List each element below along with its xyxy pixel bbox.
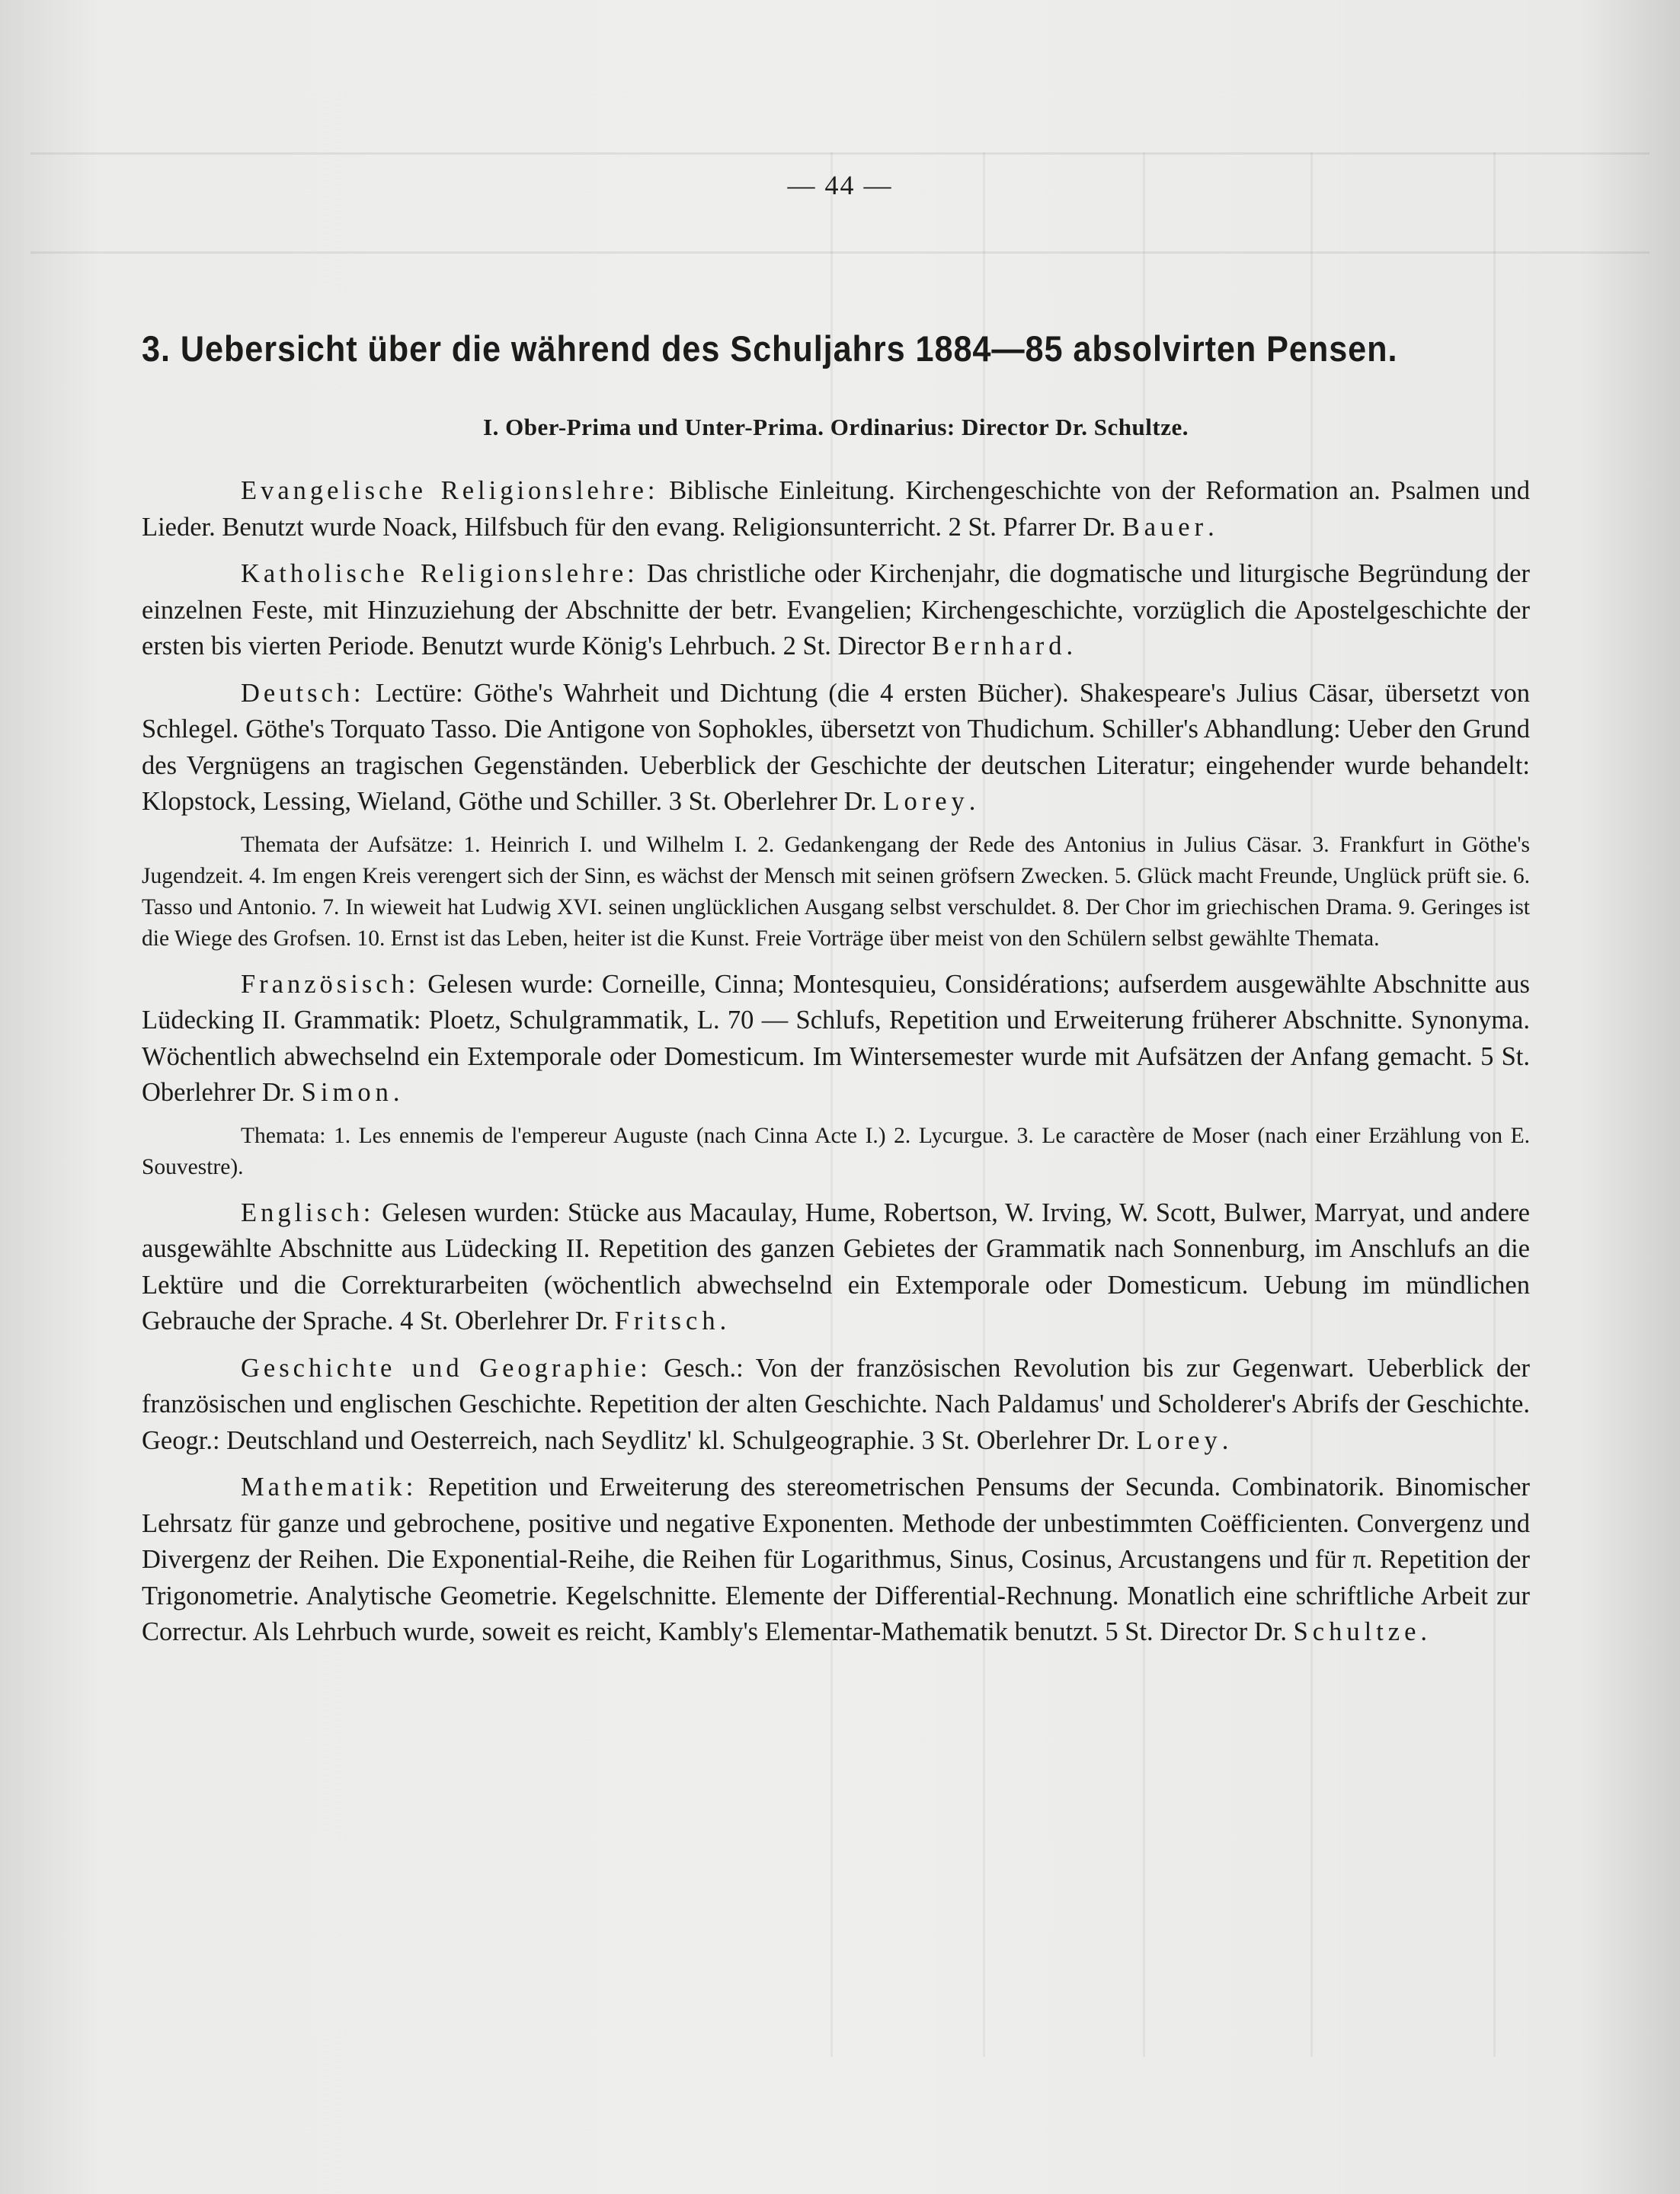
paragraph-text: Gesch.: Von der französischen Revolution bis zur Gegenwart. Ueberblick der französischen und englischen Geschichte. Repetition der alten Geschichte. Nach Paldamus' und Scholderer's Abrifs der Geschichte. Geogr.: Deutschland und Oesterreich, nach Seydlitz' kl. Schulgeographie. 3 St. Oberlehrer Dr. bbox=[142, 1353, 1530, 1455]
show-through-rule bbox=[30, 152, 1650, 155]
subject-label: Französisch: bbox=[241, 969, 420, 999]
section-title: 3. Uebersicht über die während des Schuljahrs 1884—85 absolvirten Pensen. bbox=[142, 328, 1398, 369]
subject-label: Katholische Religionslehre: bbox=[241, 559, 638, 588]
subject-label: Englisch: bbox=[241, 1198, 375, 1227]
sentence-end: . bbox=[1420, 1617, 1428, 1646]
paragraph-text: Gelesen wurden: Stücke aus Macaulay, Hume, Robertson, W. Irving, W. Scott, Bulwer, Marryat, und andere ausgewählte Abschnitte aus Lüdecking II. Repetition des ganzen Gebietes der Grammatik nach Sonnenburg, im Anschlufs an die Lektüre und die Correkturarbeiten (wöchentlich abwechselnd ein Extemporale oder Domesticum. Uebung im mündlichen Gebrauche der Sprache. 4 St. Oberlehrer Dr. bbox=[142, 1198, 1530, 1335]
paragraph-mathematik bbox=[142, 1470, 1530, 1651]
paragraph-religion-katholisch bbox=[142, 556, 1530, 665]
class-heading: I. Ober-Prima und Unter-Prima. Ordinarius: Director Dr. Schultze. bbox=[483, 414, 1189, 440]
teacher-name: Lorey bbox=[1136, 1425, 1222, 1455]
paragraph-text: Biblische Einleitung. Kirchengeschichte von der Reformation an. Psalmen und Lieder. Benutzt wurde Noack, Hilfsbuch für den evang. Religionsunterricht. 2 St. Pfarrer Dr. bbox=[142, 476, 1530, 542]
show-through-rule bbox=[30, 251, 1650, 254]
page-number: — 44 — bbox=[787, 170, 893, 200]
sentence-end: . bbox=[968, 787, 976, 816]
paragraph-text: Gelesen wurde: Corneille, Cinna; Montesquieu, Considérations; aufserdem ausgewählte Abschnitte aus Lüdecking II. Grammatik: Ploetz, Schulgrammatik, L. 70 — Schlufs, Repetition und Erweiterung früherer Abschnitte. Synonyma. Wöchentlich abwechselnd ein Extemporale oder Domesticum. Im Wintersemester wurde mit Aufsätzen der Anfang gemacht. 5 St. Oberlehrer Dr. bbox=[142, 969, 1530, 1107]
paragraph-geschichte bbox=[142, 1351, 1530, 1460]
teacher-name: Lorey bbox=[883, 787, 969, 816]
teacher-name: Simon bbox=[301, 1078, 393, 1107]
deutsch-themata: Themata der Aufsätze: 1. Heinrich I. und Wilhelm I. 2. Gedankengang der Rede des Antonius in Julius Cäsar. 3. Frankfurt in Göthe's Jugendzeit. 4. Im engen Kreis verengert sich der Sinn, es wächst der Mensch mit seinen gröfsern Zwecken. 5. Glück macht Freunde, Unglück prüft sie. 6. Tasso und Antonio. 7. In wieweit hat Ludwig XVI. seinen unglücklichen Ausgang selbst verschuldet. 8. Der Chor im griechischen Drama. 9. Geringes ist die Wiege des Grofsen. 10. Ernst ist das Leben, heiter ist die Kunst. Freie Vorträge über meist von den Schülern selbst gewählte Themata. bbox=[142, 832, 1530, 951]
subject-label: Mathematik: bbox=[241, 1473, 418, 1502]
sentence-end: . bbox=[1066, 632, 1074, 660]
sentence-end: . bbox=[1221, 1425, 1229, 1455]
paragraph-franzoesisch bbox=[142, 967, 1530, 1111]
teacher-name: Fritsch bbox=[614, 1306, 720, 1335]
paragraph-text: Lectüre: Göthe's Wahrheit und Dichtung (die 4 ersten Bücher). Shakespeare's Julius Cäsar, übersetzt von Schlegel. Göthe's Torquato Tasso. Die Antigone von Sophokles, übersetzt von Thudichum. Schiller's Abhandlung: Ueber den Grund des Vergnügens an tragischen Gegenständen. Ueberblick der Geschichte der deutschen Literatur; eingehender wurde behandelt: Klopstock, Lessing, Wieland, Göthe und Schiller. 3 St. Oberlehrer Dr. bbox=[142, 678, 1530, 816]
teacher-name: Bauer bbox=[1122, 512, 1208, 542]
page-content bbox=[142, 328, 1530, 1661]
paragraph-text: Das christliche oder Kirchenjahr, die dogmatische und liturgische Begründung der einzelnen Feste, mit Hinzuziehung der Abschnitte der betr. Evangelien; Kirchengeschichte, vorzüglich die Apostelgeschichte der ersten bis vierten Periode. Benutzt wurde König's Lehrbuch. 2 St. Director bbox=[142, 559, 1530, 660]
sentence-end: . bbox=[392, 1078, 400, 1107]
paragraph-religion-evangelisch bbox=[142, 473, 1530, 545]
teacher-name: Bernhard bbox=[932, 632, 1067, 660]
paragraph-englisch bbox=[142, 1195, 1530, 1340]
sentence-end: . bbox=[1208, 512, 1214, 542]
sentence-end: . bbox=[719, 1306, 727, 1335]
teacher-name: Schultze bbox=[1293, 1617, 1421, 1646]
paragraph-text: Repetition und Erweiterung des stereometrischen Pensums der Secunda. Combinatorik. Binomischer Lehrsatz für ganze und gebrochene, positive und negative Exponenten. Methode der unbestimmten Coëfficienten. Convergenz und Divergenz der Reihen. Die Exponential-Reihe, die Reihen für Logarithmus, Sinus, Cosinus, Arcustangens und für π. Repetition der Trigonometrie. Analytische Geometrie. Kegelschnitte. Elemente der Differential-Rechnung. Monatlich eine schriftliche Arbeit zur Correctur. Als Lehrbuch wurde, soweit es reicht, Kambly's Elementar-Mathematik benutzt. 5 St. Director Dr. bbox=[142, 1473, 1530, 1646]
subject-label: Deutsch: bbox=[241, 678, 365, 708]
subject-label: Evangelische Religionslehre: bbox=[241, 476, 659, 505]
franzoesisch-themata: Themata: 1. Les ennemis de l'empereur Auguste (nach Cinna Acte I.) 2. Lycurgue. 3. Le caractère de Moser (nach einer Erzählung von E. Souvestre). bbox=[142, 1123, 1530, 1179]
paragraph-deutsch bbox=[142, 676, 1530, 820]
subject-label: Geschichte und Geographie: bbox=[241, 1353, 651, 1383]
